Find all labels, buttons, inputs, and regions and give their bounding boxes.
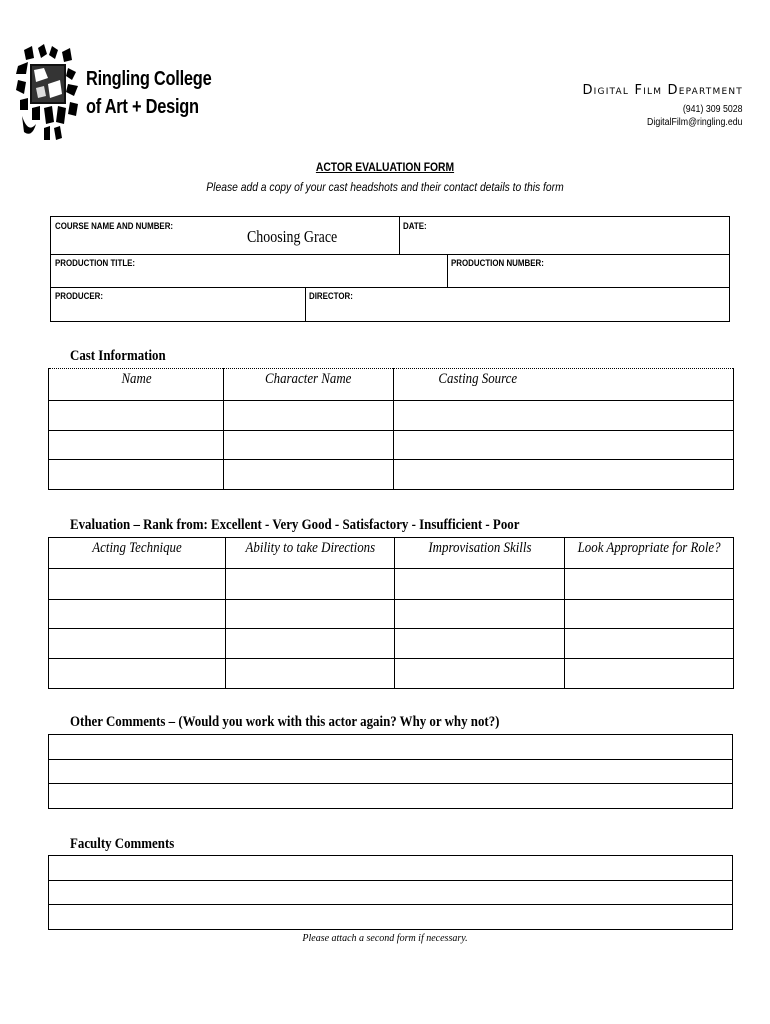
grid-divider [447,254,448,287]
eval-cell[interactable] [226,569,395,600]
form-subtitle: Please add a copy of your cast headshots and their contact details to this form [206,180,564,194]
table-row [49,629,734,659]
table-header-row [49,369,734,401]
grid-divider [51,254,729,255]
cast-cell[interactable] [224,431,394,460]
cast-header-casting-source: Casting Source [394,369,734,401]
cast-cell[interactable] [224,401,394,431]
eval-cell[interactable] [49,600,226,629]
table-row [49,431,734,460]
table-row [49,760,733,784]
cast-section-title: Cast Information [70,348,166,364]
production-info-grid [50,216,730,322]
eval-header-look-appropriate: Look Appropriate for Role? [565,538,734,569]
table-row [49,659,734,689]
eval-cell[interactable] [49,629,226,659]
eval-cell[interactable] [565,659,734,689]
date-field[interactable] [399,217,729,254]
table-header-row [49,538,734,569]
eval-cell[interactable] [565,569,734,600]
table-row [49,735,733,760]
eval-cell[interactable] [395,629,565,659]
grid-divider [305,287,306,321]
comment-line[interactable] [49,735,733,760]
logo-college-subname: of Art + Design [86,96,199,118]
producer-field[interactable] [51,287,305,321]
production-title-label: PRODUCTION TITLE: [55,258,136,268]
table-row [49,460,734,490]
comment-line[interactable] [49,760,733,784]
college-logo [14,44,214,144]
table-row [49,569,734,600]
eval-header-acting-technique: Acting Technique [49,538,226,569]
comment-line[interactable] [49,784,733,809]
eval-header-improvisation: Improvisation Skills [395,538,565,569]
cast-table [48,368,734,490]
footnote: Please attach a second form if necessary. [302,933,468,944]
production-number-label: PRODUCTION NUMBER: [451,258,544,268]
director-label: DIRECTOR: [309,291,353,301]
evaluation-table [48,537,734,689]
eval-header-directions: Ability to take Directions [226,538,395,569]
cast-cell[interactable] [49,460,224,490]
eval-cell[interactable] [395,600,565,629]
eval-cell[interactable] [226,659,395,689]
comment-line[interactable] [49,905,733,930]
table-row [49,784,733,809]
other-comments-title: Other Comments – (Would you work with this actor again? Why or why not?) [70,714,500,730]
producer-label: PRODUCER: [55,291,103,301]
grid-divider [51,287,729,288]
course-field[interactable] [51,217,399,254]
eval-cell[interactable] [565,629,734,659]
cast-cell[interactable] [49,401,224,431]
comment-line[interactable] [49,881,733,905]
grid-divider [399,217,400,254]
cast-header-character: Character Name [224,369,394,401]
table-row [49,856,733,881]
production-number-field[interactable] [447,254,729,287]
eval-cell[interactable] [49,569,226,600]
cast-cell[interactable] [394,401,734,431]
eval-cell[interactable] [226,600,395,629]
course-value: Choosing Grace [247,227,338,246]
director-field[interactable] [305,287,729,321]
table-row [49,905,733,930]
cast-header-name: Name [49,369,224,401]
comment-line[interactable] [49,856,733,881]
evaluation-section-title: Evaluation – Rank from: Excellent - Very Good - Satisfactory - Insufficient - Poor [70,517,520,533]
table-row [49,401,734,431]
cast-cell[interactable] [394,460,734,490]
course-label: COURSE NAME AND NUMBER: [55,221,174,231]
cast-cell[interactable] [49,431,224,460]
department-phone: (941) 309 5028 [683,104,743,115]
department-email: DigitalFilm@ringling.edu [647,117,743,128]
cast-cell[interactable] [224,460,394,490]
eval-cell[interactable] [395,659,565,689]
college-logo-mark-icon [14,44,80,142]
eval-cell[interactable] [395,569,565,600]
form-title: ACTOR EVALUATION FORM [315,160,455,174]
eval-cell[interactable] [565,600,734,629]
faculty-comments-table [48,855,733,930]
cast-cell[interactable] [394,431,734,460]
table-row [49,881,733,905]
department-header [582,83,743,128]
department-title: Digital Film Department [582,83,743,98]
eval-cell[interactable] [226,629,395,659]
table-row [49,600,734,629]
faculty-comments-title: Faculty Comments [70,836,175,852]
eval-cell[interactable] [49,659,226,689]
other-comments-table [48,734,733,809]
production-title-field[interactable] [51,254,447,287]
date-label: DATE: [403,221,427,231]
logo-college-name: Ringling College [86,68,212,90]
